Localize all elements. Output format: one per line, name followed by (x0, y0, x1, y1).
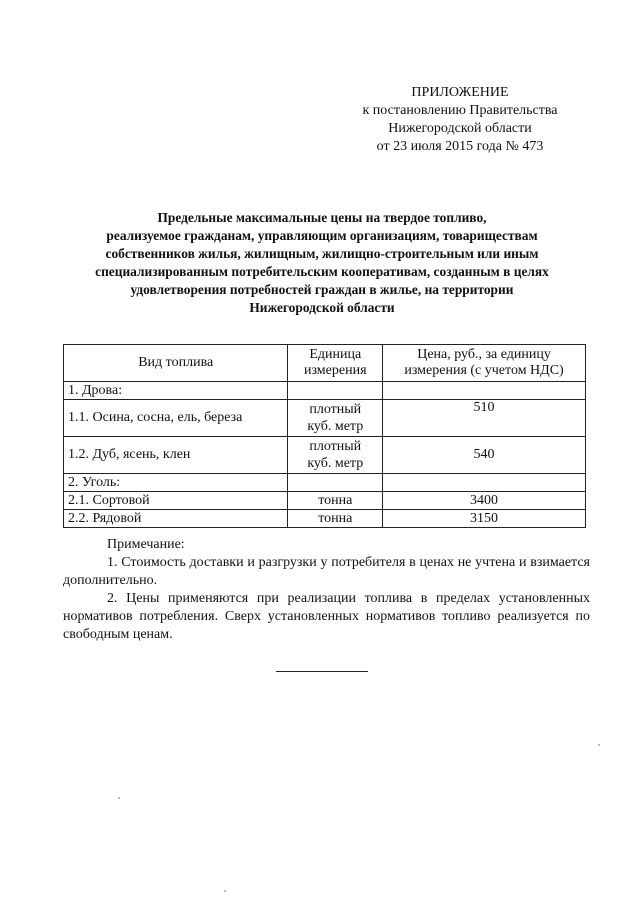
title-line: специализированным потребительским кооперативам, созданным в целях (95, 264, 549, 279)
table-row (64, 510, 586, 528)
price-cell (383, 474, 586, 492)
scan-speck (598, 744, 600, 746)
unit-cell (288, 437, 383, 474)
unit-line2: куб. метр (307, 419, 364, 434)
fuel-cell: 1.2. Дуб, ясень, клен (64, 437, 288, 474)
header-unit-line2: измерения (303, 363, 367, 378)
price-cell: 3150 (383, 510, 586, 528)
notes-block (63, 536, 590, 644)
notes-heading: Примечание: (107, 537, 185, 552)
document-title (52, 209, 592, 317)
fuel-cell: 1.1. Осина, сосна, ель, береза (64, 400, 288, 437)
price-cell: 540 (383, 437, 586, 474)
fuel-cell: 1. Дрова: (64, 382, 288, 400)
unit-cell: тонна (288, 510, 383, 528)
scan-speck (118, 797, 120, 799)
unit-line2: куб. метр (307, 456, 364, 471)
price-table (63, 344, 586, 528)
unit-cell (288, 474, 383, 492)
table-header-row (64, 345, 586, 382)
table-row (64, 400, 586, 437)
table-row (64, 437, 586, 474)
title-line: реализуемое гражданам, управляющим организациям, товариществам (106, 228, 538, 243)
header-unit-line1: Единица (309, 347, 362, 362)
title-line: удовлетворения потребностей граждан в жилье, на территории (130, 282, 514, 297)
table-row (64, 382, 586, 400)
title-line: Нижегородской области (249, 300, 395, 315)
unit-line1: плотный (309, 402, 362, 417)
note-item: 1. Стоимость доставки и разгрузки у потребителя в ценах не учтена и взимается дополнительно. (63, 555, 590, 588)
header-fuel-type: Вид топлива (64, 345, 288, 382)
header-price-line1: Цена, руб., за единицу (417, 347, 551, 362)
appendix-block (330, 84, 590, 156)
unit-cell: тонна (288, 492, 383, 510)
price-cell (383, 382, 586, 400)
price-cell: 510 (383, 400, 586, 437)
header-price-line2: измерения (с учетом НДС) (404, 363, 564, 378)
unit-line1: плотный (309, 439, 362, 454)
note-item: 2. Цены применяются при реализации топлива в пределах установленных нормативов потребления. Сверх установленных нормативов топливо реализуется по свободным ценам. (63, 591, 590, 642)
price-cell: 3400 (383, 492, 586, 510)
appendix-date-number: от 23 июля 2015 года № 473 (376, 139, 544, 154)
title-line: Предельные максимальные цены на твердое топливо, (157, 210, 487, 225)
fuel-cell: 2.2. Рядовой (64, 510, 288, 528)
title-line: собственников жилья, жилищным, жилищно-строительным или иным (105, 246, 539, 261)
header-unit (288, 345, 383, 382)
appendix-authority: Нижегородской области (388, 121, 532, 136)
unit-cell (288, 382, 383, 400)
table-row (64, 492, 586, 510)
table-row (64, 474, 586, 492)
fuel-cell: 2.1. Сортовой (64, 492, 288, 510)
appendix-reference: к постановлению Правительства (362, 103, 558, 118)
closing-rule (276, 671, 368, 672)
scan-speck (224, 890, 226, 892)
header-price (383, 345, 586, 382)
appendix-heading: ПРИЛОЖЕНИЕ (411, 85, 509, 100)
fuel-cell: 2. Уголь: (64, 474, 288, 492)
unit-cell (288, 400, 383, 437)
